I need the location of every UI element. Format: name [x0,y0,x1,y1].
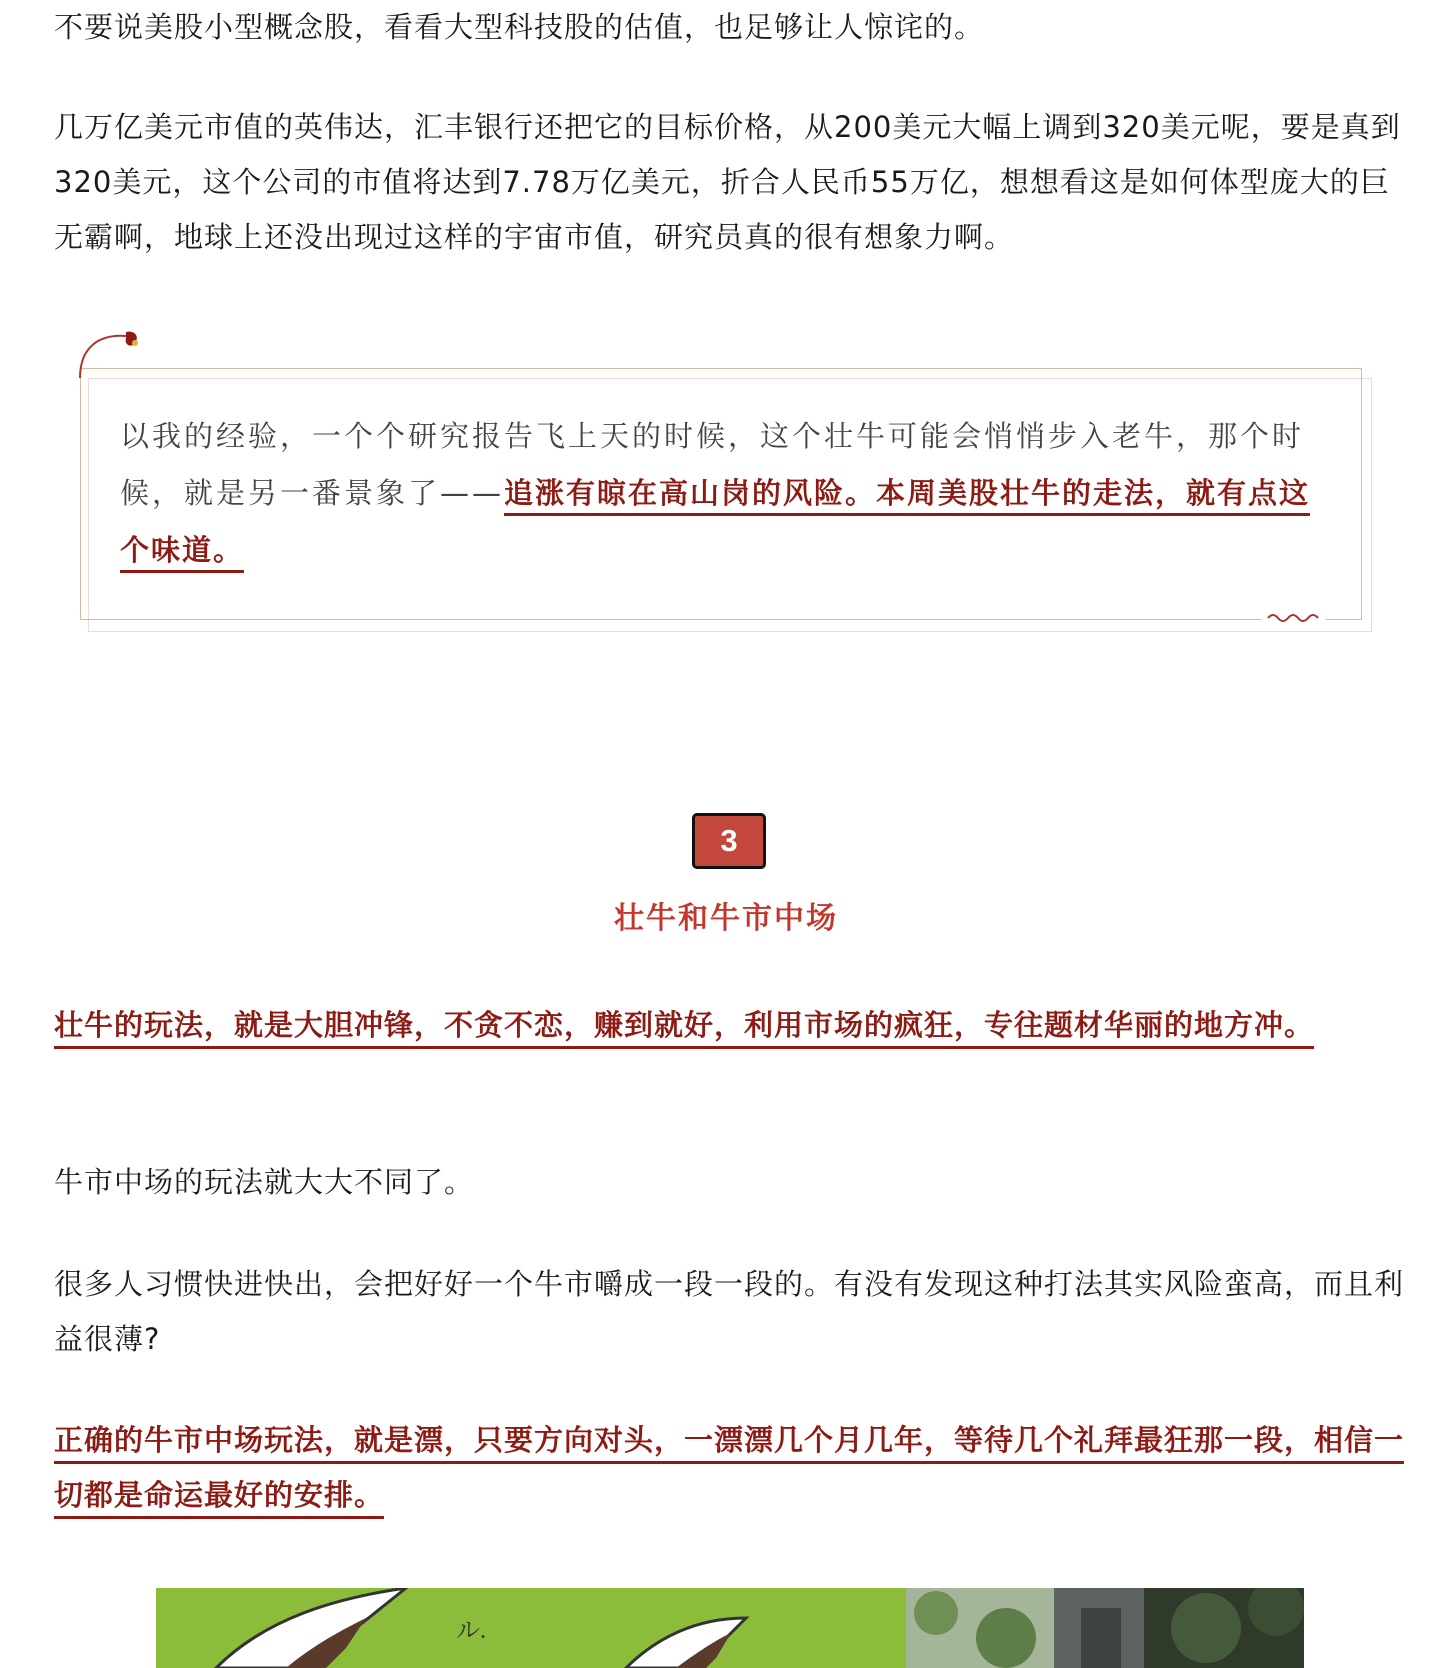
section-number-badge: 3 [692,813,766,869]
quote-highlight: 追涨有晾在高山岗的风险。本周美股壮牛的走法，就有点这个味道。 [120,476,1310,573]
photo-image [156,1588,1304,1668]
emphasis-paragraph-2 [54,1413,1404,1523]
emphasis-text-2: 正确的牛市中场玩法，就是漂，只要方向对头，一漂漂几个月几年，等待几个礼拜最狂那一段，相信一切都是命运最好的安排。 [54,1423,1404,1519]
quote-plain: 以我的经验，一个个研究报告飞上天的时候，这个壮牛可能会悄悄步入老牛，那个时候，就是另一番景象了—— [120,419,1305,510]
photo-sign-text: ル. [456,1618,486,1644]
emphasis-paragraph-1 [54,998,1404,1053]
quote-text [120,408,1330,579]
midfield-paragraph: 牛市中场的玩法就大大不同了。 [54,1165,475,1199]
nvidia-paragraph: 几万亿美元市值的英伟达，汇丰银行还把它的目标价格，从200美元大幅上调到320美元呢，要是真到320美元，这个公司的市值将达到7.78万亿美元，折合人民币55万亿，想想看这是如何体型庞大的巨无霸啊，地球上还没出现过这样的宇宙市值，研究员真的很有想象力啊。 [54,110,1401,254]
section-title: 壮牛和牛市中场 [614,901,838,936]
emphasis-text-1: 壮牛的玩法，就是大胆冲锋，不贪不恋，赚到就好，利用市场的疯狂，专往题材华丽的地方冲。 [54,1008,1314,1049]
intro-paragraph: 不要说美股小型概念股，看看大型科技股的估值，也足够让人惊诧的。 [54,10,985,44]
quote-curl-icon [78,328,148,378]
wave-decoration-icon [1262,610,1326,622]
article-photo [156,1588,1304,1668]
trading-paragraph: 很多人习惯快进快出，会把好好一个牛市嚼成一段一段的。有没有发现这种打法其实风险蛮高，而且利益很薄? [54,1267,1405,1356]
